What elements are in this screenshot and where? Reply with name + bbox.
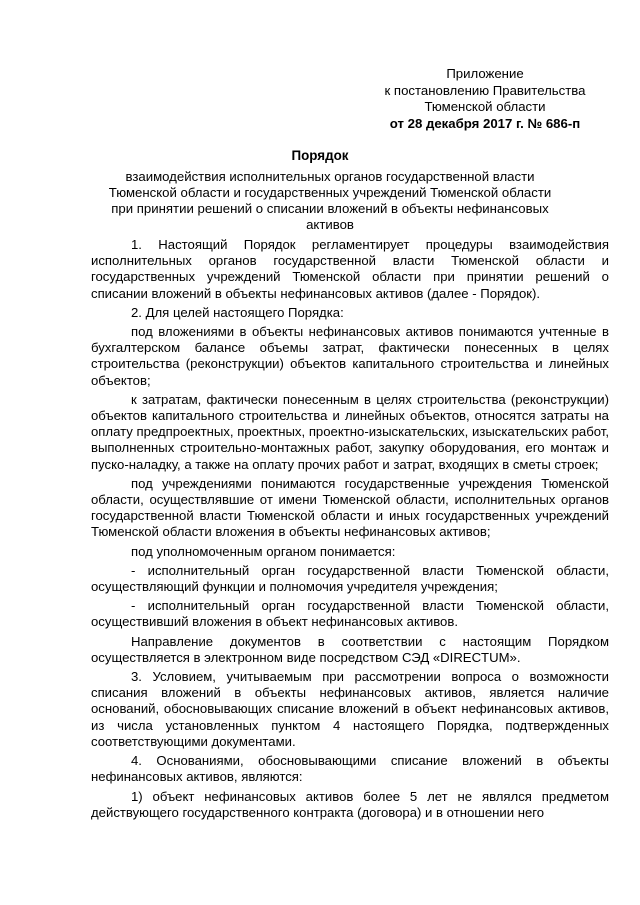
paragraph: Направление документов в соответствии с настоящим Порядком осуществляется в электронном виде посредством СЭД «DIRECTUM». — [91, 633, 609, 665]
appendix-line-1: Приложение — [446, 66, 524, 81]
paragraph: 2. Для целей настоящего Порядка: — [131, 304, 344, 320]
paragraph: 3. Условием, учитываемым при рассмотрении вопроса о возможности списания вложений в объекты нефинансовых активов, является наличие оснований, обосновывающих списание вложений в объект нефинансовых активов, из числа установленных пунктом 4 настоящего Порядка, подтвержденных соответствующими документами. — [91, 669, 609, 749]
paragraph: 4. Основаниями, обосновывающими списание вложений в объекты нефинансовых активов, являются: — [91, 753, 609, 785]
document-body — [91, 237, 609, 824]
paragraph: под учреждениями понимаются государственные учреждения Тюменской области, осуществлявшие от имени Тюменской области, исполнительных органов государственной власти Тюменской области и иных государственных учреждений Тюменской области вложения в объекты нефинансовых активов; — [91, 475, 609, 540]
appendix-header — [350, 66, 620, 132]
appendix-line-2: к постановлению Правительства — [384, 82, 586, 98]
paragraph: к затратам, фактически понесенным в целях строительства (реконструкции) объектов капитального строительства и линейных объектов, относятся затраты на оплату предпроектных, проектных, проектно-изыскательских, изыскательских работ, выполненных строительно-монтажных работ, закупку оборудования, его монтаж и пуско-наладку, а также на оплату прочих работ и затрат, входящих в сметы строек; — [91, 391, 609, 472]
paragraph: - исполнительный орган государственной власти Тюменской области, осуществивший вложения в объект нефинансовых активов. — [91, 598, 609, 630]
paragraph: под уполномоченным органом понимается: — [131, 543, 396, 559]
document-title: Порядок — [291, 148, 349, 163]
document-subtitle: взаимодействия исполнительных органов государственной власти Тюменской области и государственных учреждений Тюменской области при принятии решений о списании вложений в объекты нефинансовых активов — [108, 169, 552, 232]
appendix-line-3: Тюменской области — [424, 99, 546, 114]
paragraph: 1. Настоящий Порядок регламентирует процедуры взаимодействия исполнительных органов государственной власти Тюменской области и государственных учреждений Тюменской области при принятии решений о списании вложений в объекты нефинансовых активов (далее - Порядок). — [91, 237, 609, 301]
appendix-date-number: от 28 декабря 2017 г. № 686-п — [389, 115, 581, 131]
paragraph: под вложениями в объекты нефинансовых активов понимаются учтенные в бухгалтерском балансе объемы затрат, фактически понесенных в целях строительства (реконструкции) объектов капитального строительства и линейных объектов; — [91, 324, 609, 388]
paragraph: 1) объект нефинансовых активов более 5 лет не являлся предметом действующего государственного контракта (договора) и в отношении него — [91, 788, 609, 820]
paragraph: - исполнительный орган государственной власти Тюменской области, осуществляющий функции и полномочия учредителя учреждения; — [91, 562, 609, 595]
